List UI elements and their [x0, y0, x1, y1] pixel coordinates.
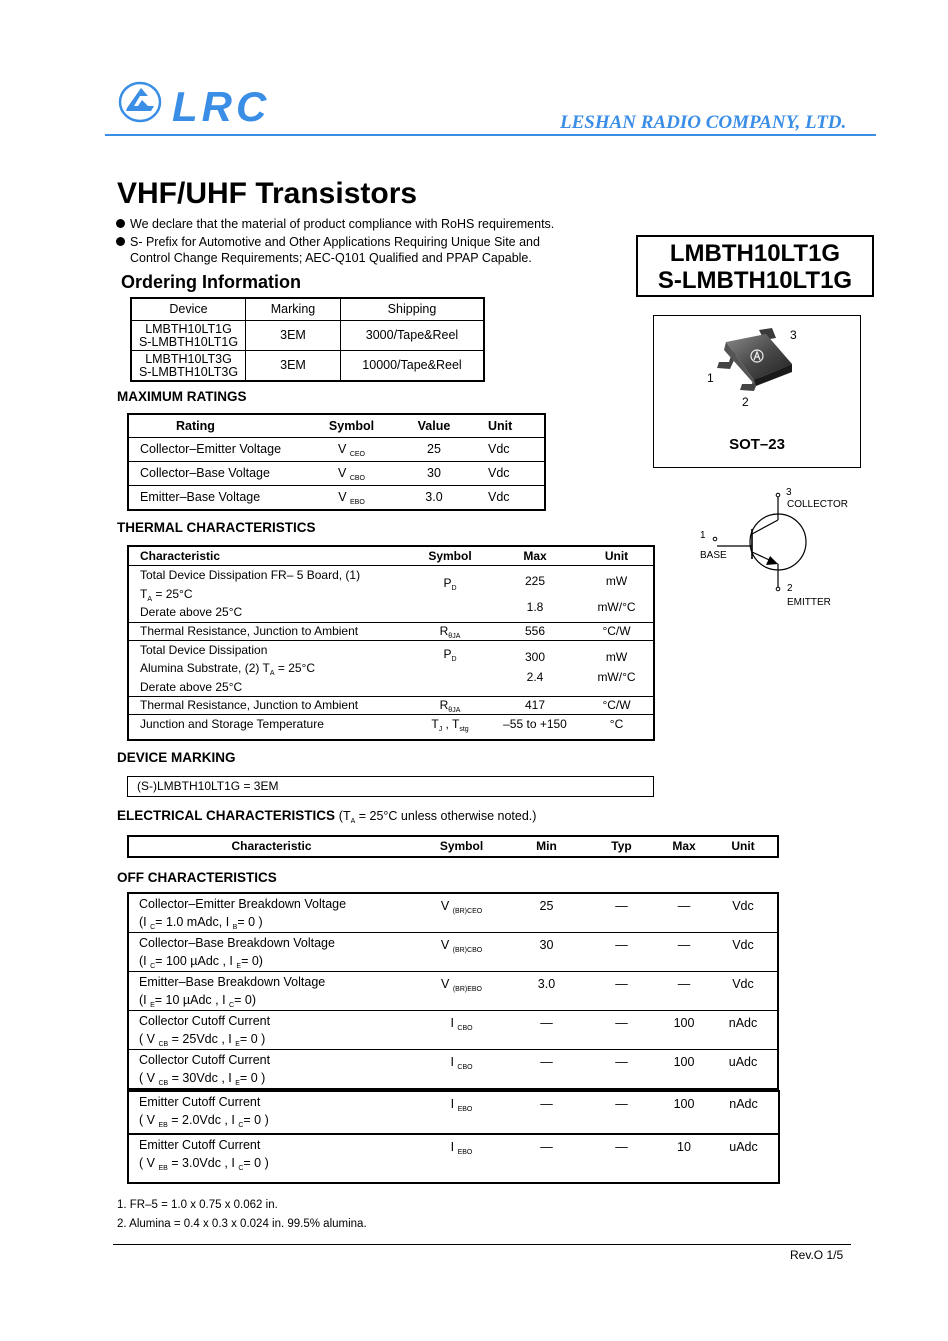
column-header: Symbol — [328, 418, 375, 433]
table-row — [131, 351, 484, 382]
pin-number: 1 — [700, 530, 706, 541]
page-title: VHF/UHF Transistors — [117, 177, 418, 210]
table-row — [131, 321, 484, 351]
symbol-cell: V $_{CBO}$ — [309, 462, 394, 486]
column-header: Characteristic — [231, 839, 312, 853]
thermal-title: THERMAL CHARACTERISTICS — [117, 520, 316, 535]
column-header: Unit — [731, 839, 755, 853]
off-characteristics-title: OFF CHARACTERISTICS — [117, 870, 277, 885]
company-name: LESHAN RADIO COMPANY, LTD. — [560, 112, 847, 133]
column-header: Max — [672, 839, 696, 853]
column-header: Unit — [488, 418, 513, 433]
lrc-logo — [118, 78, 288, 128]
column-header: Marking — [246, 298, 341, 321]
part-number: LMBTH10LT1G — [669, 240, 841, 267]
shipping-cell: 3000/Tape&Reel — [341, 321, 485, 351]
table-row: Collector–Emitter Voltage V $_{CEO}$ 25 Vdc — [128, 438, 545, 462]
column-header: Rating — [176, 418, 215, 433]
bullet-icon — [116, 219, 125, 228]
part-number: S-LMBTH10LT1G — [657, 267, 853, 294]
symbol-cell: I $_{CBO}$ — [414, 1011, 509, 1050]
table-row: Emitter–Base Voltage V $_{EBO}$ 3.0 Vdc — [128, 486, 545, 511]
table-row: Junction and Storage Temperature $T_J$ , $T_{stg}$ –55 to +150 °C — [128, 715, 654, 741]
base-label: BASE — [700, 550, 727, 561]
emitter-cutoff-table — [127, 1090, 780, 1184]
device-cell: LMBTH10LT3G S-LMBTH10LT3G — [131, 351, 246, 382]
column-header: Symbol — [428, 548, 472, 563]
lrc-logo-icon — [118, 78, 288, 128]
footnote: 1. FR–5 = 1.0 x 0.75 x 0.062 in. — [117, 1199, 278, 1211]
bullet-rohs: We declare that the material of product compliance with RoHS requirements. — [114, 216, 616, 232]
footnotes — [114, 1196, 794, 1234]
collector-label: COLLECTOR — [787, 499, 848, 510]
symbol-cell: I $_{EBO}$ — [414, 1134, 509, 1183]
column-header: Device — [131, 298, 246, 321]
symbol-cell: V $_{(BR)CEO}$ — [440, 899, 483, 915]
table-row: Collector Cutoff Current ( V $_{CB}$ = 25Vdc , I $_E$= 0 ) I $_{CBO}$ — — 100 nAdc — [128, 1011, 778, 1050]
table-row: Collector–Base Voltage V $_{CBO}$ 30 Vdc — [128, 462, 545, 486]
emitter-label: EMITTER — [787, 597, 831, 608]
table-row: Total Device Dissipation Alumina Substrate, (2) $T_A = 25^\circ C$ Derate above 25°C $P_D$ 300 2.4 mW mW/°C — [128, 640, 654, 697]
symbol-cell: I $_{EBO}$ — [414, 1091, 509, 1134]
symbol-cell: I $_{CBO}$ — [414, 1050, 509, 1090]
pin-label: 1 — [707, 371, 714, 385]
ordering-table — [130, 297, 485, 382]
table-row: Thermal Resistance, Junction to Ambient $R_{\theta JA}$ 417 °C/W — [128, 697, 654, 715]
pin-label: 3 — [790, 328, 797, 342]
header-divider — [105, 134, 876, 136]
symbol-cell: V $_{CEO}$ — [309, 438, 394, 462]
symbol-cell: V $_{(BR)EBO}$ — [414, 972, 509, 1011]
column-header: Min — [536, 839, 557, 853]
bullet-icon — [116, 237, 125, 246]
off-characteristics-table — [127, 892, 779, 1090]
main-content — [114, 176, 844, 1263]
column-header: Shipping — [341, 298, 485, 321]
table-row: Emitter Cutoff Current ( V $_{EB}$ = 2.0Vdc , I $_C$= 0 ) I $_{EBO}$ — — 100 nAdc — [128, 1091, 779, 1134]
electrical-note: ($T_A = 25^\circ C$ unless otherwise noted.) — [338, 809, 537, 825]
column-header: Characteristic — [140, 548, 221, 563]
bullet-aec: S- Prefix for Automotive and Other Applications Requiring Unique Site and Control Change Requirements; AEC-Q101 Qualified and PPAP Capable. — [114, 234, 616, 266]
column-header: Value — [417, 418, 451, 433]
table-row: Collector–Base Breakdown Voltage (I $_C$= 100 µAdc , I $_E$= 0) V $_{(BR)CBO}$ 30 — — Vdc — [128, 933, 778, 972]
column-header: Max — [523, 548, 547, 563]
table-row: Total Device Dissipation FR– 5 Board, (1) $T_A = 25^\circ C$ Derate above 25°C $P_D$ 225 1.8 mW mW/°C — [128, 566, 654, 623]
ordering-info-title: Ordering Information — [121, 272, 301, 292]
electrical-title: ELECTRICAL CHARACTERISTICS ($T_A = 25^\circ C$ unless otherwise noted.) — [117, 808, 537, 825]
footer-divider — [113, 1244, 851, 1245]
column-header: Symbol — [439, 839, 484, 853]
max-ratings-table — [127, 413, 546, 511]
pin-number: 3 — [786, 487, 792, 498]
device-marking-value: (S-)LMBTH10LT1G = 3EM — [127, 776, 654, 797]
pin-number: 2 — [787, 583, 793, 594]
table-row: Emitter Cutoff Current ( V $_{EB}$ = 3.0Vdc , I $_C$= 0 ) I $_{EBO}$ — — 10 uAdc — [128, 1134, 779, 1183]
electrical-header — [127, 835, 779, 858]
table-row: Thermal Resistance, Junction to Ambient $R_{\theta JA}$ 556 °C/W — [128, 622, 654, 640]
table-row: Collector–Emitter Breakdown Voltage (I $_C$= 1.0 mAdc, I $_B$= 0 ) V $_{(BR)CEO}$ 25 — — Vdc — [128, 893, 778, 933]
column-header: Typ — [611, 839, 632, 853]
table-row: Collector Cutoff Current ( V $_{CB}$ = 30Vdc , I $_E$= 0 ) I $_{CBO}$ — — 100 uAdc — [128, 1050, 778, 1090]
svg-text:LRC: LRC — [172, 83, 271, 128]
max-ratings-title: MAXIMUM RATINGS — [117, 389, 247, 404]
device-marking-title: DEVICE MARKING — [117, 750, 236, 765]
footnote: 2. Alumina = 0.4 x 0.3 x 0.024 in. 99.5% alumina. — [117, 1218, 367, 1230]
revision-page: Rev.O 1/5 — [790, 1248, 844, 1262]
marking-cell: 3EM — [246, 351, 341, 382]
package-name: SOT–23 — [729, 436, 785, 453]
shipping-cell: 10000/Tape&Reel — [341, 351, 485, 382]
column-header: Unit — [604, 548, 629, 563]
thermal-table — [127, 545, 655, 741]
device-cell: LMBTH10LT1G S-LMBTH10LT1G — [131, 321, 246, 351]
symbol-cell: V $_{(BR)CBO}$ — [414, 933, 509, 972]
pin-label: 2 — [742, 395, 749, 409]
table-row: Emitter–Base Breakdown Voltage (I $_E$= 10 µAdc , I $_C$= 0) V $_{(BR)EBO}$ 3.0 — — Vdc — [128, 972, 778, 1011]
symbol-cell: V $_{EBO}$ — [309, 486, 394, 511]
marking-cell: 3EM — [246, 321, 341, 351]
